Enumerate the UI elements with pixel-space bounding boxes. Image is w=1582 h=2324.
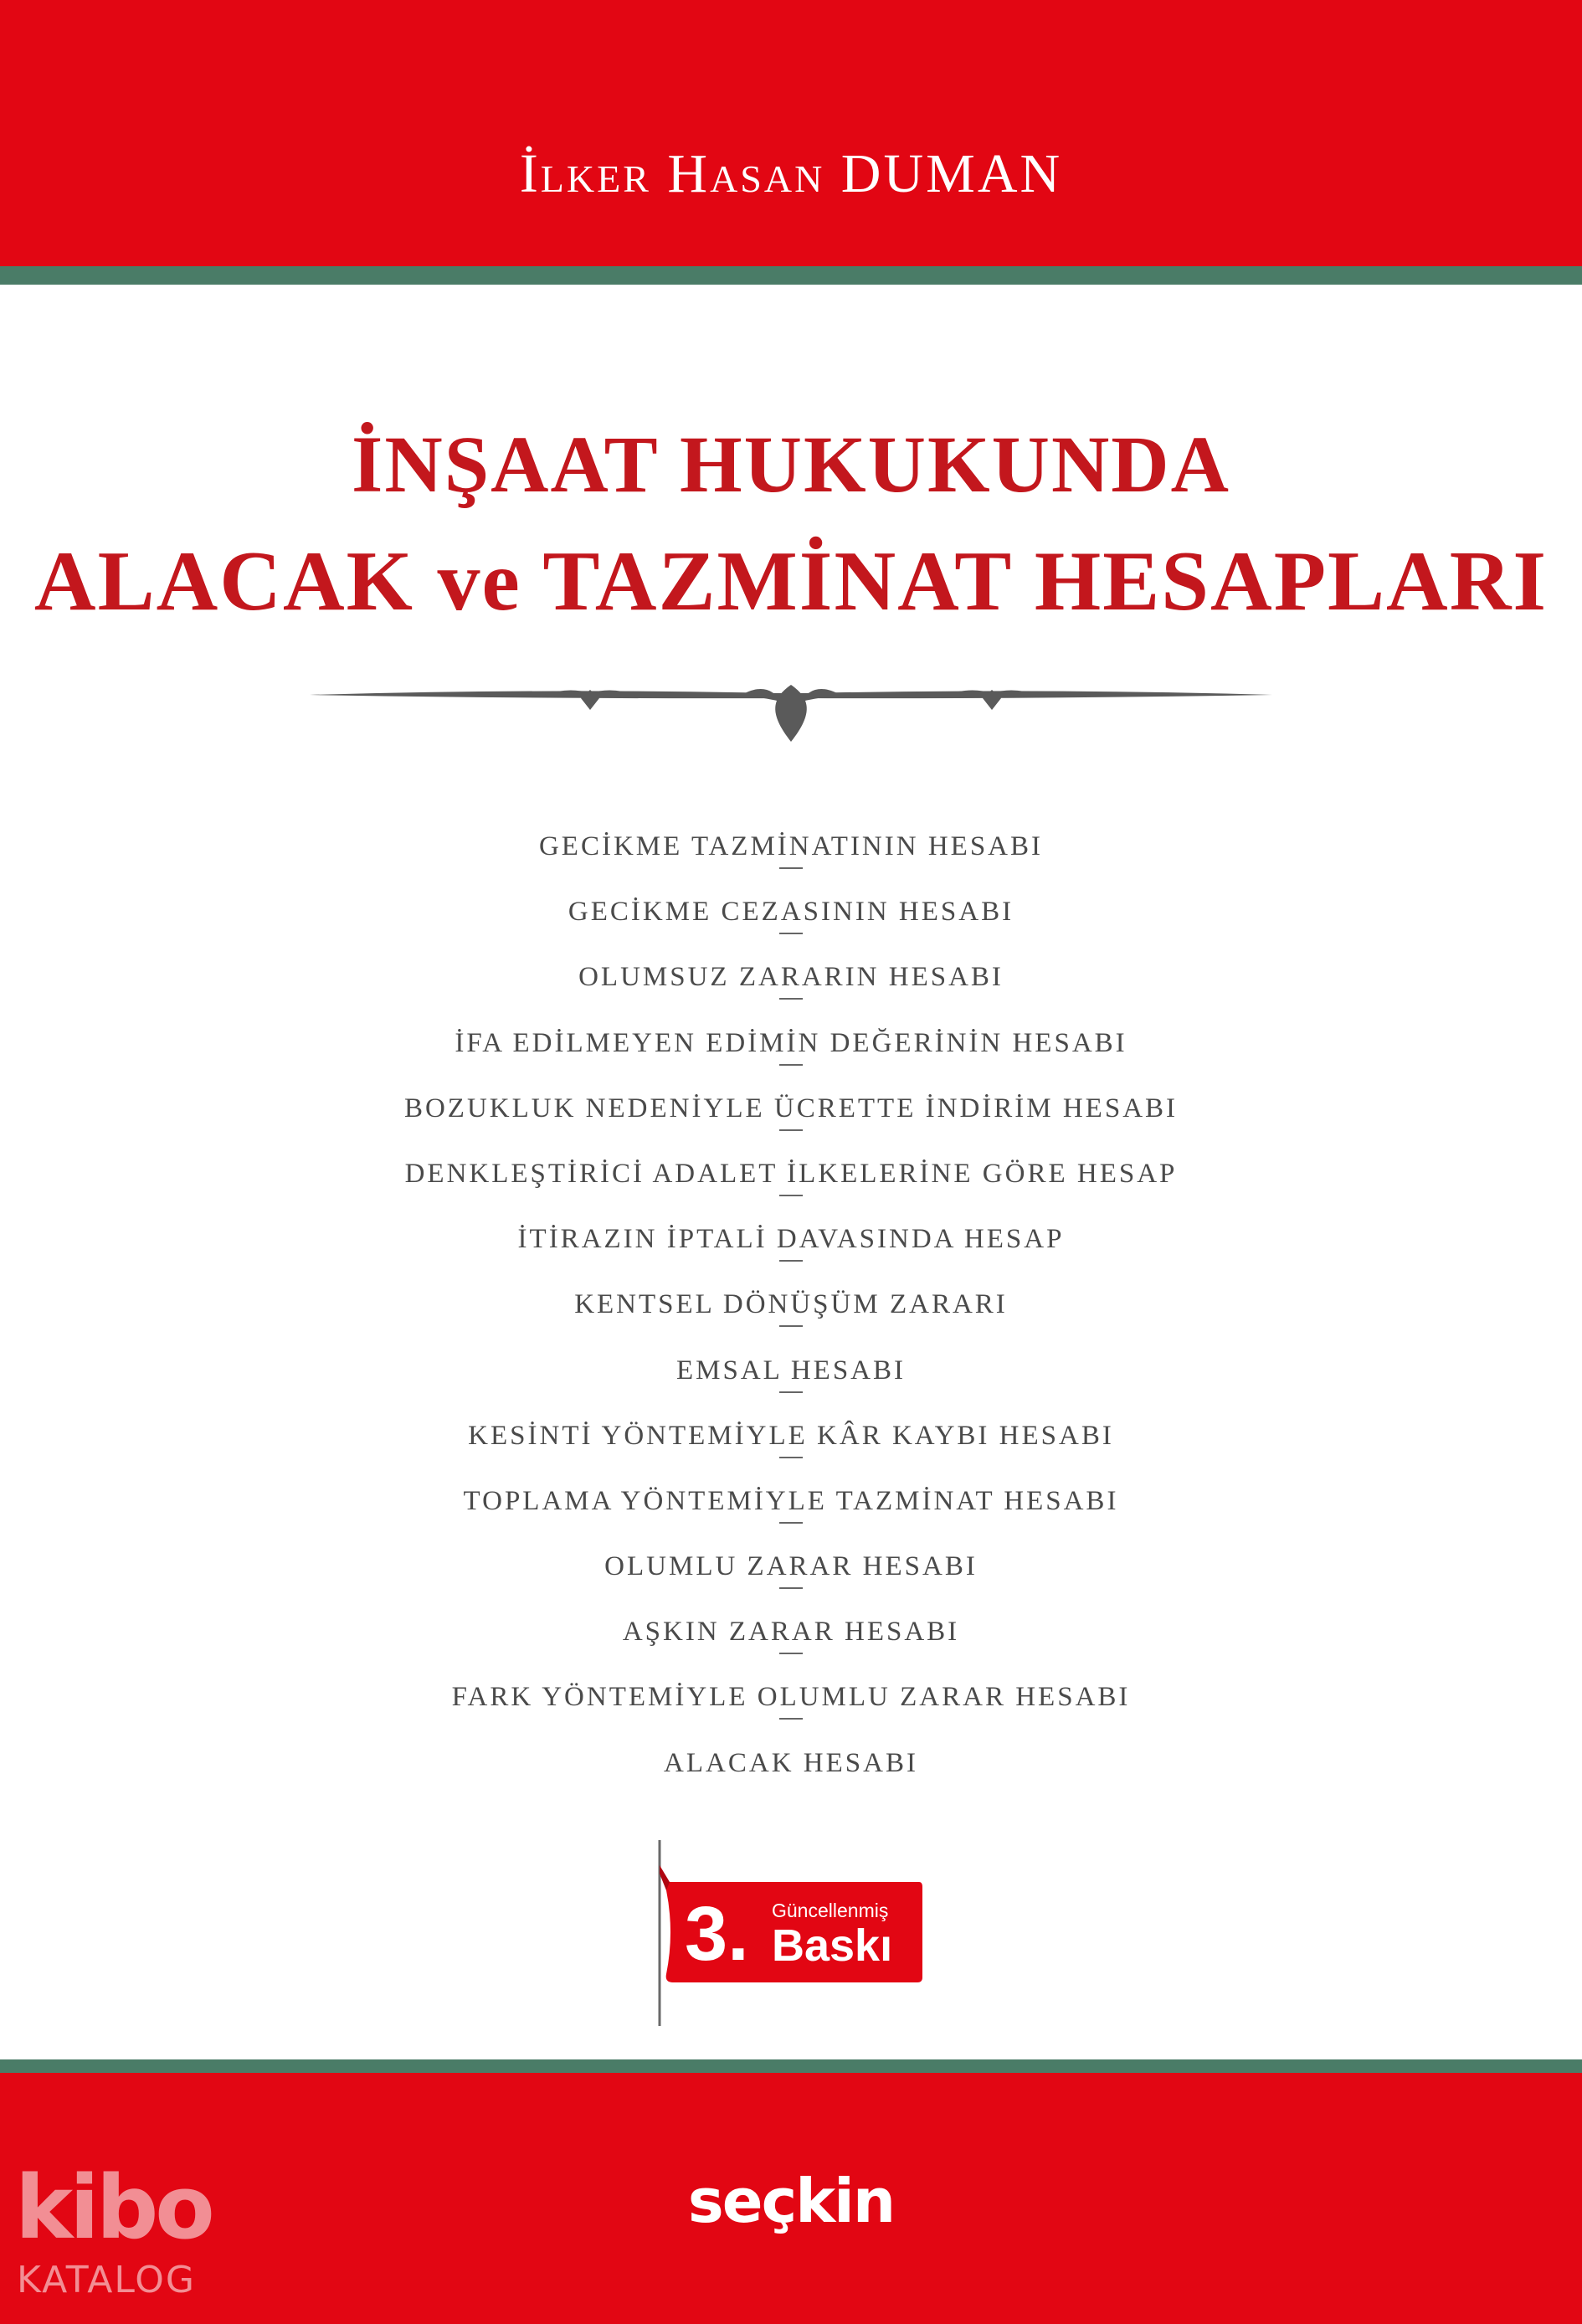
topic-item: FARK YÖNTEMİYLE OLUMLU ZARAR HESABI bbox=[0, 1674, 1582, 1739]
topic-separator bbox=[779, 1391, 803, 1393]
topic-separator bbox=[779, 1260, 803, 1262]
topic-separator bbox=[779, 1718, 803, 1720]
bottom-green-stripe bbox=[0, 2059, 1582, 2073]
topic-separator bbox=[779, 1325, 803, 1327]
topic-item: OLUMLU ZARAR HESABI bbox=[0, 1543, 1582, 1608]
topic-separator bbox=[779, 1457, 803, 1458]
topic-item: ALACAK HESABI bbox=[664, 1747, 918, 1778]
author-name: İlker Hasan DUMAN bbox=[519, 143, 1063, 204]
topic-item: TOPLAMA YÖNTEMİYLE TAZMİNAT HESABI bbox=[0, 1478, 1582, 1543]
title-line-1: İNŞAAT HUKUKUNDA bbox=[352, 419, 1230, 509]
topic-separator bbox=[779, 867, 803, 869]
topic-separator bbox=[779, 1522, 803, 1524]
edition-updated-label: Güncellenmiş bbox=[772, 1900, 889, 1921]
title-line-2: ALACAK ve TAZMİNAT HESAPLARI bbox=[33, 534, 1549, 629]
topic-item: GECİKME CEZASININ HESABI bbox=[0, 888, 1582, 954]
topic-list bbox=[0, 823, 1582, 1805]
topic-separator bbox=[779, 1587, 803, 1589]
edition-number: 3. bbox=[685, 1891, 749, 1977]
topic-item: EMSAL HESABI bbox=[0, 1347, 1582, 1412]
divider-ornament-icon bbox=[310, 683, 1272, 742]
top-green-stripe bbox=[0, 266, 1582, 285]
edition-label: Baskı bbox=[772, 1920, 893, 1971]
topic-item: DENKLEŞTİRİCİ ADALET İLKELERİNE GÖRE HESAP bbox=[0, 1150, 1582, 1216]
topic-item: KESİNTİ YÖNTEMİYLE KÂR KAYBI HESABI bbox=[0, 1412, 1582, 1478]
topic-item: İTİRAZIN İPTALİ DAVASINDA HESAP bbox=[0, 1216, 1582, 1281]
topic-separator bbox=[779, 1653, 803, 1654]
publisher-logo: seçkin bbox=[687, 2166, 895, 2236]
watermark-logo: kibo bbox=[15, 2157, 212, 2259]
topic-item: AŞKIN ZARAR HESABI bbox=[0, 1608, 1582, 1674]
topic-separator bbox=[779, 1064, 803, 1066]
topic-separator bbox=[779, 933, 803, 934]
topic-separator bbox=[779, 1129, 803, 1131]
topic-item: BOZUKLUK NEDENİYLE ÜCRETTE İNDİRİM HESABI bbox=[0, 1085, 1582, 1150]
watermark-subtitle: KATALOG bbox=[17, 2259, 196, 2301]
top-red-band bbox=[0, 0, 1582, 266]
topic-separator bbox=[779, 1195, 803, 1196]
topic-item: KENTSEL DÖNÜŞÜM ZARARI bbox=[0, 1281, 1582, 1346]
topic-item: OLUMSUZ ZARARIN HESABI bbox=[0, 954, 1582, 1019]
topic-item: İFA EDİLMEYEN EDİMİN DEĞERİNİN HESABI bbox=[0, 1020, 1582, 1085]
topic-item: GECİKME TAZMİNATININ HESABI bbox=[0, 823, 1582, 888]
topic-separator bbox=[779, 998, 803, 1000]
